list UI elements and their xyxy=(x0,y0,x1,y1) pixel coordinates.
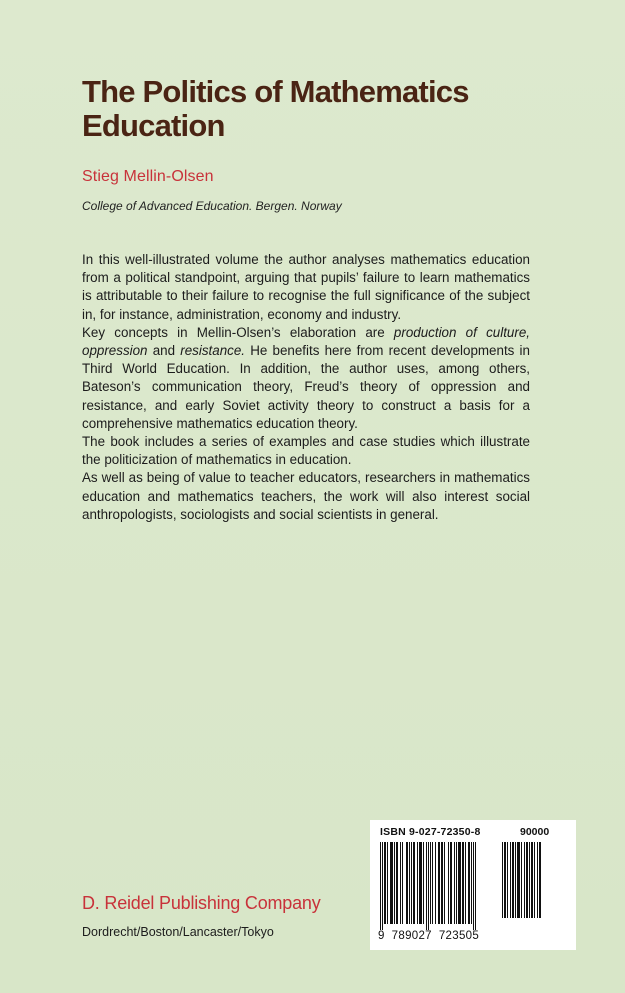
barcode-addon-bars xyxy=(502,842,562,918)
description-paragraph-3: The book includes a series of examples and case studies which illustrate the politicization of mathematics in education. xyxy=(82,434,530,468)
price-addon-code: 90000 xyxy=(520,826,550,838)
description-paragraph-1: In this well-illustrated volume the author analyses mathematics education from a political standpoint, arguing that pupils’ failure to learn mathematics is attributable to their failure to recognise the full significance of the subject in, for instance, administration, economy and industry. xyxy=(82,252,530,322)
author-affiliation: College of Advanced Education. Bergen. Norway xyxy=(82,199,342,213)
barcode-bars xyxy=(380,842,498,932)
publisher-name: D. Reidel Publishing Company xyxy=(82,893,321,913)
description-paragraph-4: As well as being of value to teacher educators, researchers in mathematics education and mathematics teachers, the work will also interest social anthropologists, sociologists and social scientists in general. xyxy=(82,470,530,522)
isbn-number: ISBN 9-027-72350-8 xyxy=(380,826,481,838)
book-description xyxy=(82,251,530,524)
isbn-barcode xyxy=(370,820,576,950)
publisher-cities: Dordrecht/Boston/Lancaster/Tokyo xyxy=(82,925,274,939)
description-paragraph-2: Key concepts in Mellin-Olsen’s elaboration are production of culture, oppression and resistance. He benefits here from recent developments in Third World Education. In addition, the author uses, among others, Bateson’s communication theory, Freud’s theory of oppression and resistance, and early Soviet activity theory to construct a basis for a comprehensive mathematics education theory. xyxy=(82,324,530,431)
book-title: The Politics of Mathematics Education xyxy=(82,74,469,143)
ean-digits: 9 789027 723505 xyxy=(378,930,480,942)
author-name: Stieg Mellin-Olsen xyxy=(82,168,214,185)
